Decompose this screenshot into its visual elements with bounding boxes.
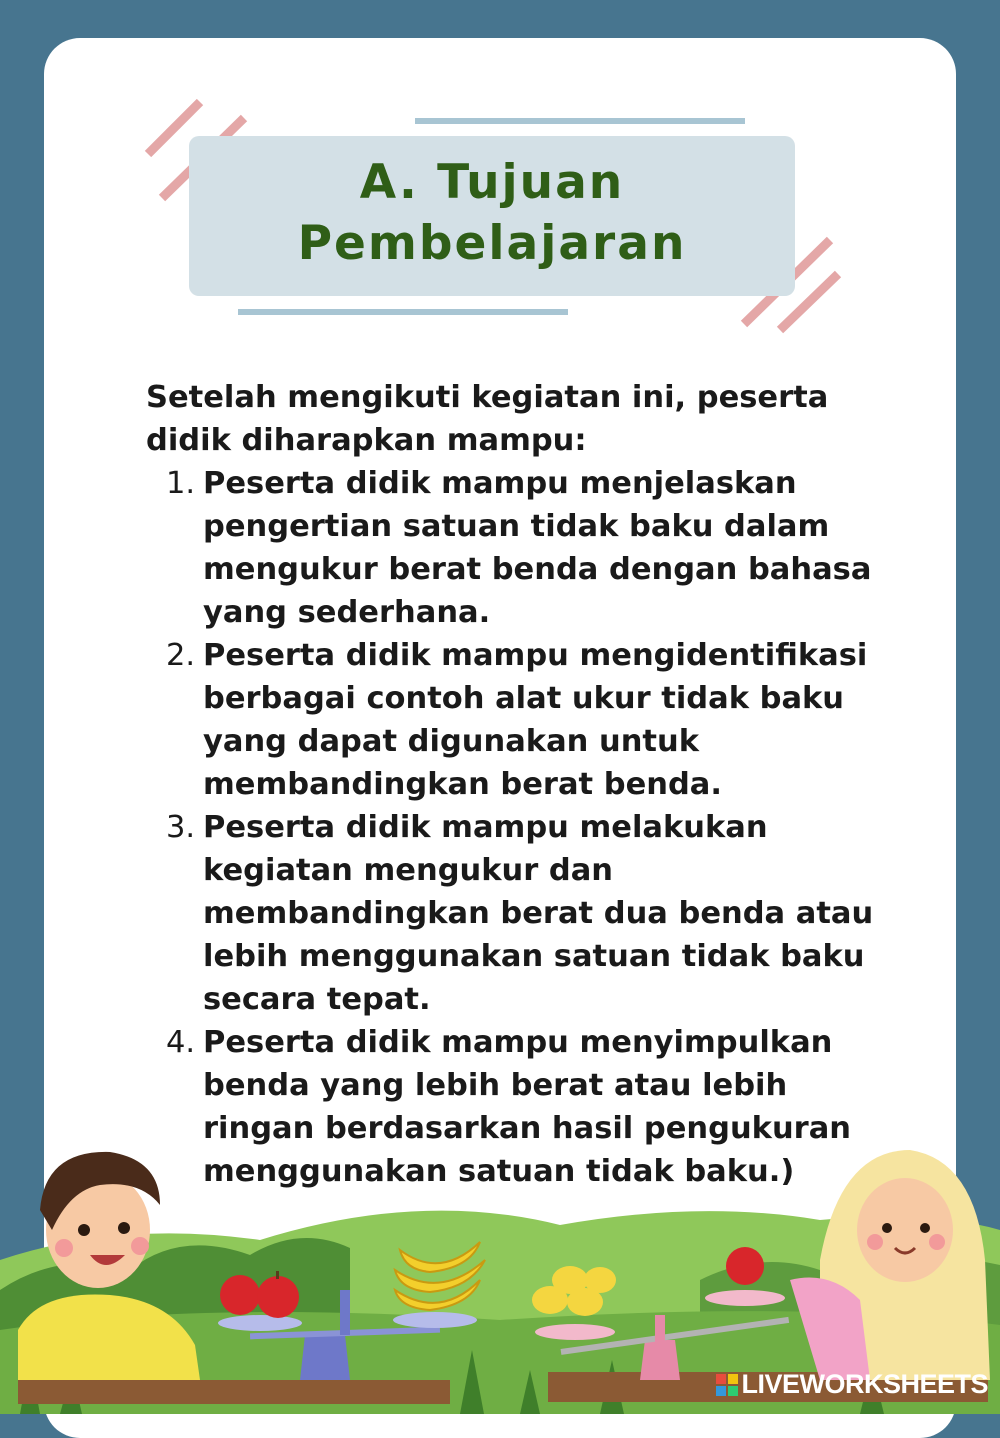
objective-text: Peserta didik mampu menyimpulkan benda yang lebih berat atau lebih ringan berdasarkan hasil pengukuran menggunakan satuan tidak baku.) <box>203 1025 851 1189</box>
objective-text: Peserta didik mampu melakukan kegiatan mengukur dan membandingkan berat dua benda atau lebih menggunakan satuan tidak baku secara tepat. <box>203 810 874 1017</box>
title-line-2: Pembelajaran <box>297 216 687 271</box>
objective-number: 3. <box>166 810 196 845</box>
liveworksheets-watermark <box>716 1369 988 1400</box>
decorative-line-top <box>415 118 745 124</box>
objective-item <box>160 806 880 1021</box>
objective-text: Peserta didik mampu mengidentifikasi berbagai contoh alat ukur tidak baku yang dapat digunakan untuk membandingkan berat benda. <box>203 638 868 802</box>
objective-number: 2. <box>166 638 196 673</box>
objective-number: 1. <box>166 466 196 501</box>
watermark-text: LIVEWORKSHEETS <box>741 1369 988 1399</box>
objective-item <box>160 462 880 634</box>
objectives-list <box>160 462 880 1193</box>
title-line-1: A. Tujuan <box>359 155 625 210</box>
objective-text: Peserta didik mampu menjelaskan pengertian satuan tidak baku dalam mengukur berat benda dengan bahasa yang sederhana. <box>203 466 872 630</box>
page-title <box>189 152 795 274</box>
apple-right-icon <box>726 1247 764 1285</box>
intro-text: Setelah mengikuti kegiatan ini, peserta didik diharapkan mampu: <box>146 380 829 458</box>
objective-number: 4. <box>166 1025 196 1060</box>
decorative-line-bottom <box>238 309 568 315</box>
girl-illustration <box>790 1150 990 1380</box>
objective-item <box>160 634 880 806</box>
liveworksheets-logo-icon <box>716 1374 738 1396</box>
